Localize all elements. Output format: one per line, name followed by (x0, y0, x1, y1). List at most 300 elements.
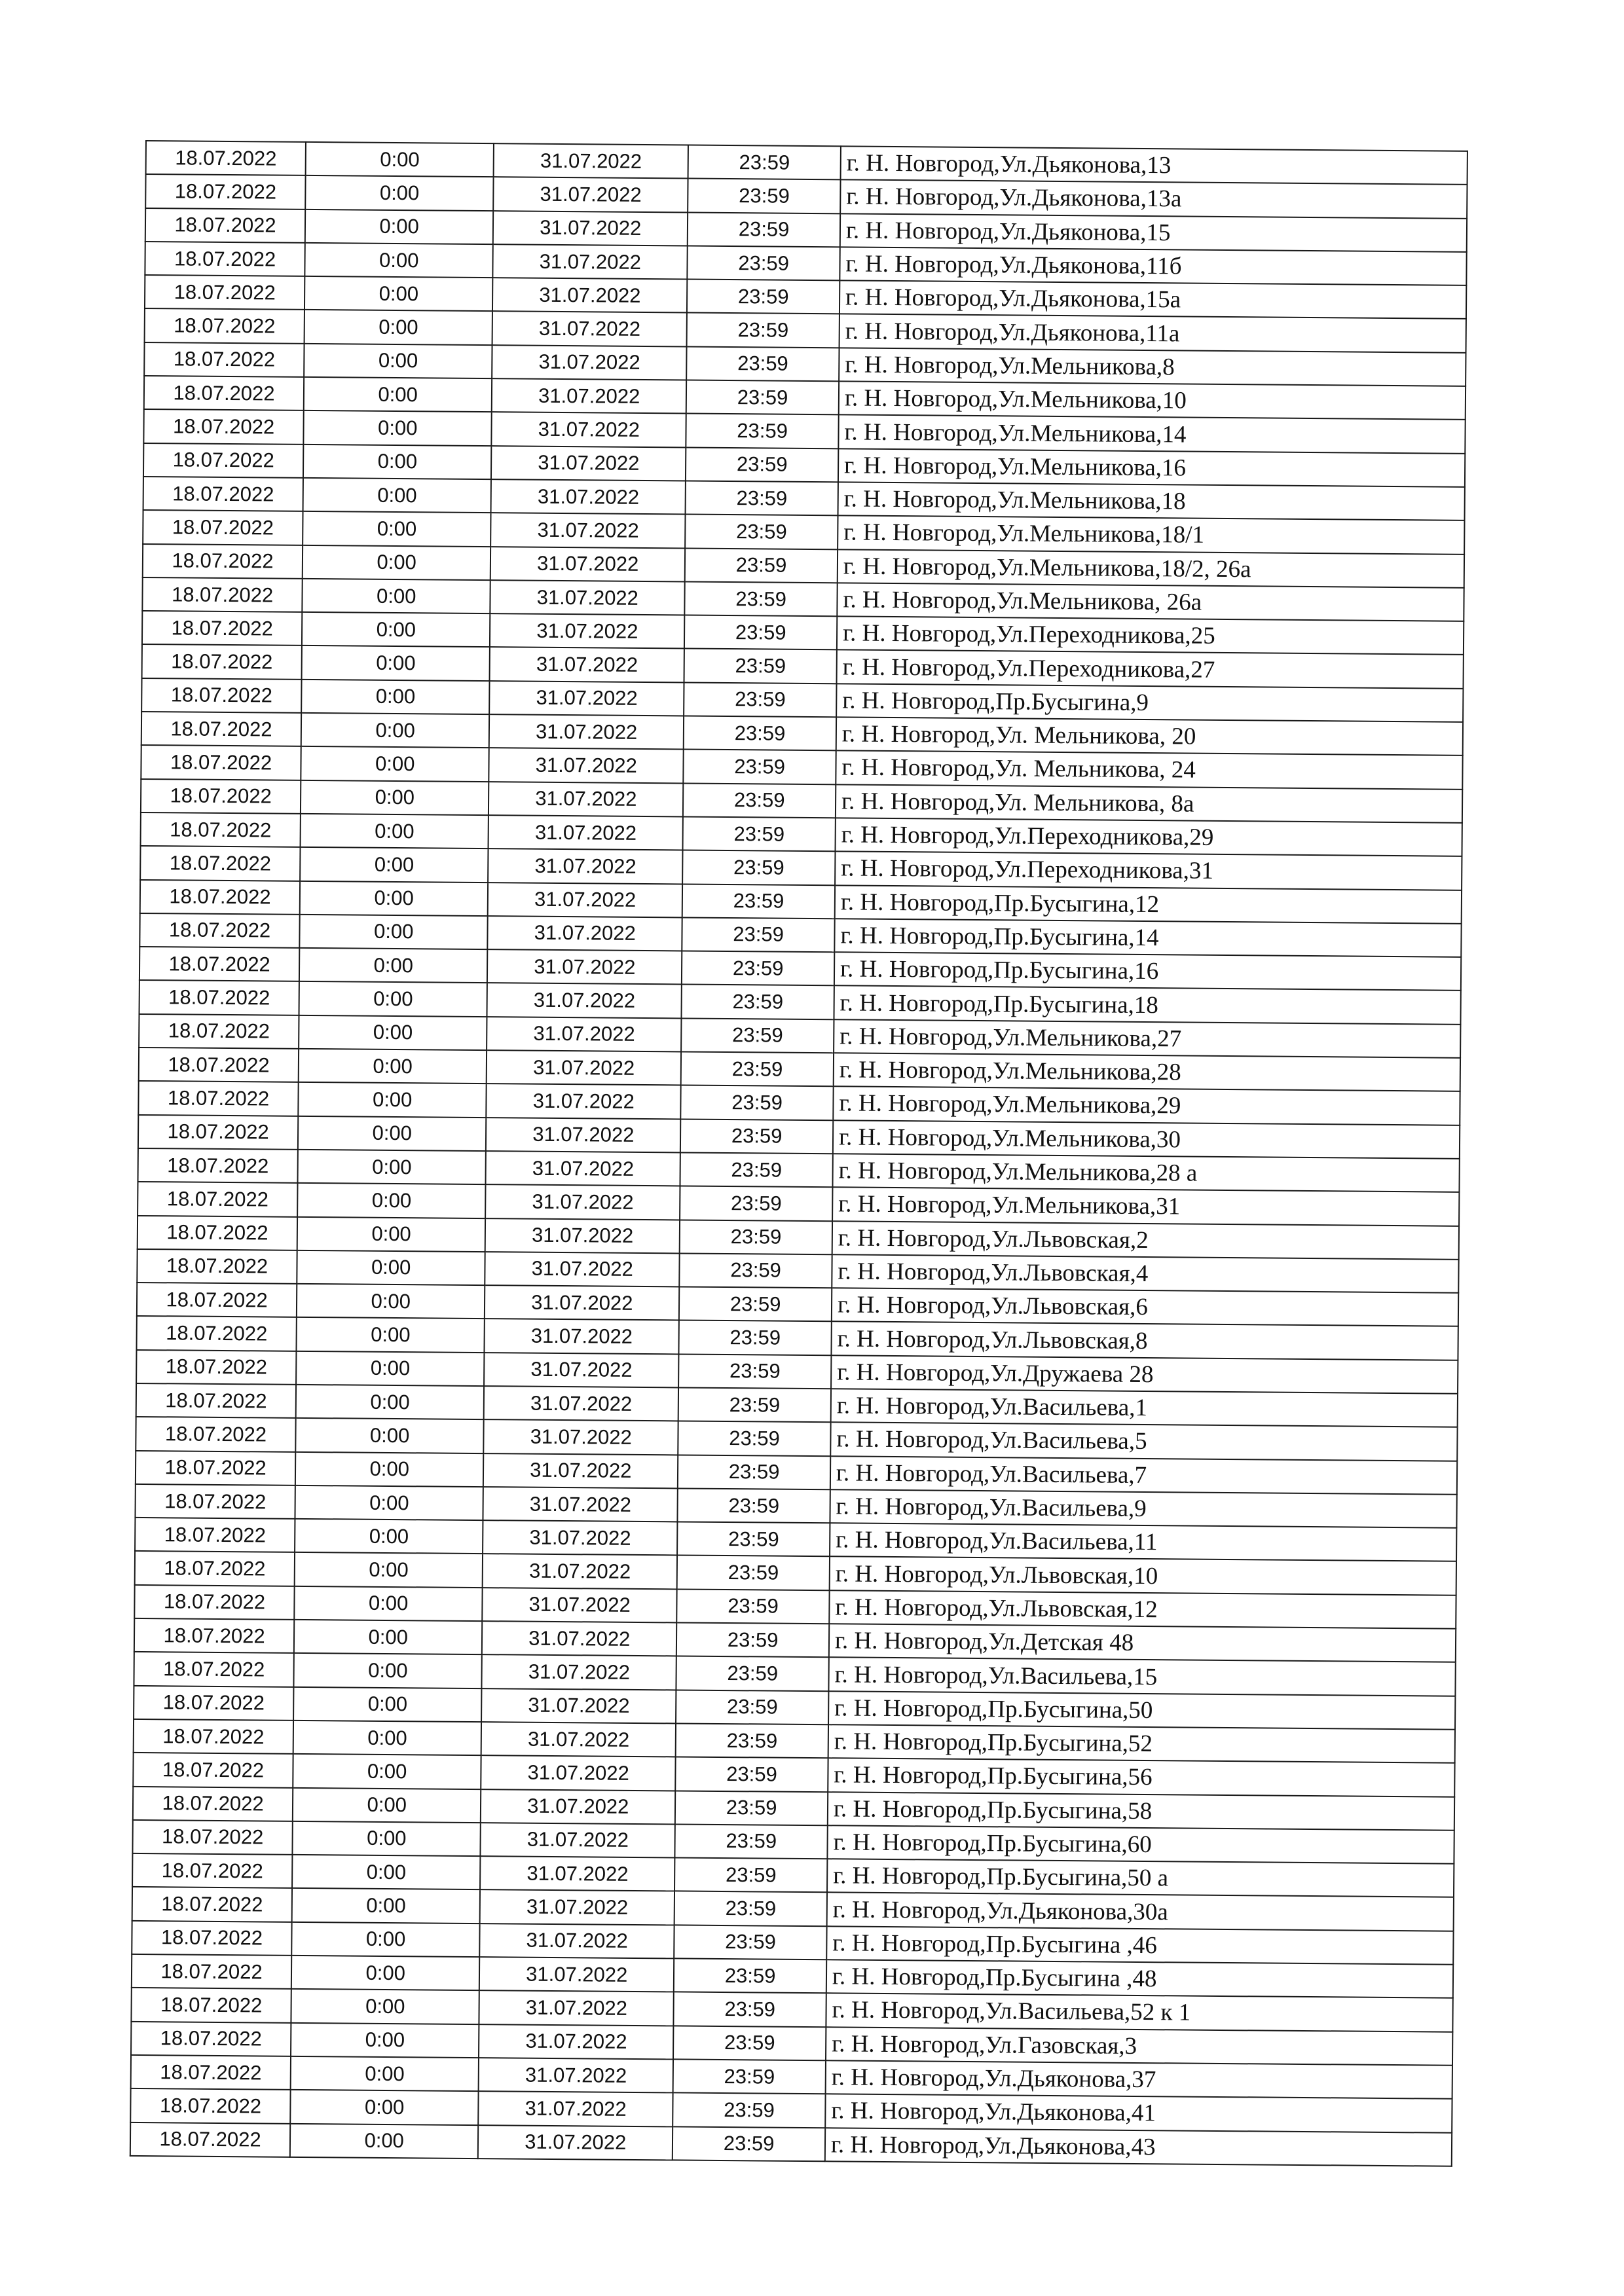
start-date-cell: 18.07.2022 (131, 2055, 291, 2090)
address-cell: г. Н. Новгород,Ул. Мельникова, 8а (836, 784, 1462, 823)
end-date-cell: 31.07.2022 (487, 949, 682, 985)
end-time-cell: 23:59 (684, 750, 836, 784)
address-cell: г. Н. Новгород,Ул.Газовская,3 (826, 2027, 1452, 2066)
address-cell: г. Н. Новгород,Ул.Мельникова,29 (833, 1087, 1460, 1125)
start-date-cell: 18.07.2022 (130, 2122, 291, 2157)
start-date-cell: 18.07.2022 (136, 1383, 297, 1418)
start-time-cell: 0:00 (290, 2123, 479, 2159)
start-time-cell: 0:00 (302, 579, 490, 614)
end-date-cell: 31.07.2022 (488, 883, 682, 918)
start-date-cell: 18.07.2022 (138, 1115, 299, 1150)
end-date-cell: 31.07.2022 (487, 1084, 681, 1119)
end-date-cell: 31.07.2022 (480, 1856, 674, 1891)
address-cell: г. Н. Новгород,Ул.Дьяконова,11б (840, 247, 1466, 285)
start-time-cell: 0:00 (298, 1082, 487, 1118)
address-cell: г. Н. Новгород,Пр.Бусыгина,58 (828, 1792, 1454, 1831)
address-cell: г. Н. Новгород,Ул.Васильева,5 (830, 1423, 1457, 1461)
start-time-cell: 0:00 (297, 1250, 485, 1286)
end-date-cell: 31.07.2022 (492, 412, 686, 448)
start-date-cell: 18.07.2022 (146, 141, 306, 175)
end-time-cell: 23:59 (680, 1119, 833, 1154)
start-date-cell: 18.07.2022 (133, 1786, 293, 1821)
end-time-cell: 23:59 (673, 2026, 826, 2060)
start-time-cell: 0:00 (295, 1552, 483, 1588)
address-cell: г. Н. Новгород,Ул.Дьяконова,13а (840, 180, 1467, 219)
start-time-cell: 0:00 (301, 780, 489, 816)
end-date-cell: 31.07.2022 (487, 1017, 681, 1052)
start-date-cell: 18.07.2022 (141, 812, 301, 847)
start-time-cell: 0:00 (292, 1888, 481, 1923)
address-cell: г. Н. Новгород,Ул.Переходникова,27 (836, 650, 1463, 689)
start-time-cell: 0:00 (291, 2022, 479, 2058)
address-cell: г. Н. Новгород,Ул.Переходникова,31 (835, 852, 1462, 890)
start-time-cell: 0:00 (290, 2090, 479, 2125)
end-time-cell: 23:59 (677, 1522, 830, 1557)
address-cell: г. Н. Новгород,Ул.Дьяконова,41 (825, 2094, 1452, 2132)
address-cell: г. Н. Новгород,Ул.Львовская,6 (832, 1288, 1458, 1326)
end-time-cell: 23:59 (681, 1051, 834, 1086)
start-time-cell: 0:00 (304, 276, 493, 312)
address-cell: г. Н. Новгород,Пр.Бусыгина,14 (834, 919, 1461, 957)
start-time-cell: 0:00 (294, 1586, 483, 1622)
end-time-cell: 23:59 (684, 615, 837, 650)
end-date-cell: 31.07.2022 (485, 1218, 680, 1254)
end-date-cell: 31.07.2022 (490, 613, 684, 649)
outage-schedule-table (130, 140, 1468, 2167)
end-time-cell: 23:59 (688, 145, 841, 180)
end-date-cell: 31.07.2022 (482, 1621, 676, 1656)
end-date-cell: 31.07.2022 (490, 647, 684, 683)
start-time-cell: 0:00 (302, 646, 490, 681)
start-time-cell: 0:00 (296, 1351, 485, 1387)
end-date-cell: 31.07.2022 (492, 278, 687, 313)
start-date-cell: 18.07.2022 (140, 846, 301, 881)
start-date-cell: 18.07.2022 (142, 577, 303, 612)
end-date-cell: 31.07.2022 (484, 1386, 678, 1421)
end-time-cell: 23:59 (678, 1387, 831, 1422)
address-cell: г. Н. Новгород,Ул.Васильева,15 (828, 1658, 1455, 1696)
address-cell: г. Н. Новгород,Ул.Дьяконова,37 (826, 2060, 1452, 2099)
start-time-cell: 0:00 (301, 814, 489, 849)
start-date-cell: 18.07.2022 (135, 1484, 295, 1519)
start-date-cell: 18.07.2022 (135, 1551, 295, 1586)
end-date-cell: 31.07.2022 (489, 782, 683, 817)
address-cell: г. Н. Новгород,Ул.Мельникова,28 а (832, 1154, 1459, 1192)
end-time-cell: 23:59 (681, 1085, 834, 1120)
end-date-cell: 31.07.2022 (493, 177, 688, 212)
start-date-cell: 18.07.2022 (136, 1451, 296, 1485)
end-time-cell: 23:59 (674, 1891, 827, 1926)
start-time-cell: 0:00 (293, 1787, 481, 1823)
end-date-cell: 31.07.2022 (487, 1050, 681, 1085)
address-cell: г. Н. Новгород,Ул.Дьяконова,15а (840, 281, 1466, 319)
start-time-cell: 0:00 (303, 445, 492, 480)
start-time-cell: 0:00 (292, 1855, 481, 1890)
end-time-cell: 23:59 (674, 1925, 826, 1959)
end-date-cell: 31.07.2022 (483, 1520, 677, 1556)
start-date-cell: 18.07.2022 (145, 174, 306, 209)
address-cell: г. Н. Новгород,Ул.Львовская,12 (829, 1590, 1456, 1629)
end-date-cell: 31.07.2022 (489, 748, 684, 783)
start-time-cell: 0:00 (302, 612, 490, 647)
start-time-cell: 0:00 (291, 1989, 480, 2024)
start-date-cell: 18.07.2022 (132, 1820, 293, 1855)
address-cell: г. Н. Новгород,Ул.Мельникова,31 (832, 1187, 1459, 1226)
start-date-cell: 18.07.2022 (138, 1081, 299, 1116)
end-time-cell: 23:59 (676, 1723, 828, 1758)
address-cell: г. Н. Новгород,Ул.Мельникова, 26а (837, 583, 1464, 621)
start-time-cell: 0:00 (295, 1519, 483, 1554)
start-date-cell: 18.07.2022 (138, 1182, 298, 1216)
address-cell: г. Н. Новгород,Ул.Мельникова,16 (838, 448, 1465, 487)
start-date-cell: 18.07.2022 (142, 644, 303, 679)
start-date-cell: 18.07.2022 (132, 1954, 292, 1989)
start-date-cell: 18.07.2022 (141, 678, 302, 713)
start-time-cell: 0:00 (299, 981, 488, 1017)
address-cell: г. Н. Новгород,Ул.Переходникова,29 (835, 818, 1462, 856)
start-date-cell: 18.07.2022 (136, 1316, 297, 1351)
end-date-cell: 31.07.2022 (485, 1252, 680, 1287)
start-time-cell: 0:00 (303, 545, 491, 580)
end-date-cell: 31.07.2022 (488, 848, 682, 884)
start-time-cell: 0:00 (294, 1653, 483, 1688)
start-date-cell: 18.07.2022 (139, 980, 300, 1015)
address-cell: г. Н. Новгород,Пр.Бусыгина,60 (827, 1825, 1454, 1864)
end-date-cell: 31.07.2022 (478, 2125, 673, 2160)
end-time-cell: 23:59 (673, 2093, 825, 2128)
start-time-cell: 0:00 (296, 1385, 485, 1420)
address-cell: г. Н. Новгород,Ул.Львовская,8 (831, 1322, 1458, 1360)
address-cell: г. Н. Новгород,Пр.Бусыгина,50 а (827, 1859, 1454, 1897)
end-time-cell: 23:59 (687, 280, 840, 314)
address-cell: г. Н. Новгород,Ул.Дьяконова,11а (840, 314, 1466, 353)
start-date-cell: 18.07.2022 (139, 1014, 299, 1049)
start-time-cell: 0:00 (300, 847, 489, 883)
end-time-cell: 23:59 (688, 179, 840, 213)
end-date-cell: 31.07.2022 (485, 1319, 679, 1355)
end-date-cell: 31.07.2022 (491, 446, 686, 481)
start-time-cell: 0:00 (291, 1956, 480, 1991)
end-date-cell: 31.07.2022 (479, 2058, 673, 2093)
start-date-cell: 18.07.2022 (141, 745, 301, 780)
end-time-cell: 23:59 (678, 1354, 831, 1389)
start-date-cell: 18.07.2022 (139, 947, 300, 981)
start-time-cell: 0:00 (293, 1821, 481, 1857)
end-time-cell: 23:59 (675, 1824, 828, 1859)
end-time-cell: 23:59 (685, 515, 838, 549)
end-time-cell: 23:59 (680, 1253, 832, 1288)
end-time-cell: 23:59 (677, 1556, 830, 1590)
end-date-cell: 31.07.2022 (479, 1990, 674, 2026)
start-time-cell: 0:00 (299, 1015, 487, 1051)
end-date-cell: 31.07.2022 (493, 244, 688, 280)
start-date-cell: 18.07.2022 (136, 1417, 296, 1451)
end-date-cell: 31.07.2022 (481, 1755, 676, 1791)
address-cell: г. Н. Новгород,Ул.Мельникова,10 (839, 381, 1466, 420)
end-time-cell: 23:59 (674, 1992, 826, 2027)
start-date-cell: 18.07.2022 (136, 1350, 297, 1385)
end-time-cell: 23:59 (680, 1186, 832, 1221)
end-date-cell: 31.07.2022 (486, 1151, 680, 1186)
start-time-cell: 0:00 (301, 680, 490, 715)
start-date-cell: 18.07.2022 (137, 1283, 297, 1317)
address-cell: г. Н. Новгород,Ул.Львовская,2 (832, 1221, 1459, 1260)
address-cell: г. Н. Новгород,Ул.Мельникова,14 (838, 415, 1465, 454)
end-time-cell: 23:59 (685, 581, 838, 616)
address-cell: г. Н. Новгород,Ул.Дьяконова,30а (827, 1893, 1454, 1931)
start-date-cell: 18.07.2022 (140, 880, 301, 915)
address-cell: г. Н. Новгород,Пр.Бусыгина,56 (828, 1758, 1454, 1797)
end-time-cell: 23:59 (676, 1690, 828, 1724)
start-date-cell: 18.07.2022 (138, 1148, 299, 1183)
address-cell: г. Н. Новгород,Пр.Бусыгина,50 (828, 1691, 1455, 1730)
start-date-cell: 18.07.2022 (143, 409, 304, 444)
end-time-cell: 23:59 (682, 850, 835, 885)
address-cell: г. Н. Новгород,Ул.Мельникова,18/1 (838, 516, 1464, 555)
end-time-cell: 23:59 (684, 649, 837, 683)
end-time-cell: 23:59 (678, 1488, 830, 1523)
end-date-cell: 31.07.2022 (483, 1453, 678, 1489)
end-time-cell: 23:59 (673, 2126, 825, 2161)
start-time-cell: 0:00 (304, 243, 493, 278)
address-cell: г. Н. Новгород,Пр.Бусыгина ,46 (826, 1926, 1453, 1965)
end-time-cell: 23:59 (686, 481, 838, 515)
address-cell: г. Н. Новгород,Ул.Васильева,52 к 1 (826, 1994, 1452, 2032)
start-date-cell: 18.07.2022 (132, 1887, 293, 1922)
end-date-cell: 31.07.2022 (486, 1118, 680, 1153)
end-time-cell: 23:59 (686, 380, 839, 415)
end-date-cell: 31.07.2022 (483, 1588, 677, 1623)
end-date-cell: 31.07.2022 (489, 815, 683, 850)
end-date-cell: 31.07.2022 (479, 2024, 673, 2060)
address-cell: г. Н. Новгород,Ул.Дьяконова,43 (825, 2128, 1452, 2166)
address-cell: г. Н. Новгород,Ул.Дьяконова,15 (840, 213, 1467, 252)
end-time-cell: 23:59 (682, 985, 834, 1019)
end-date-cell: 31.07.2022 (490, 580, 685, 615)
end-date-cell: 31.07.2022 (493, 211, 688, 246)
start-time-cell: 0:00 (304, 310, 493, 345)
start-time-cell: 0:00 (295, 1418, 484, 1453)
address-cell: г. Н. Новгород,Ул.Львовская,10 (830, 1557, 1456, 1595)
start-date-cell: 18.07.2022 (143, 544, 303, 579)
start-date-cell: 18.07.2022 (139, 913, 300, 948)
start-date-cell: 18.07.2022 (143, 443, 304, 478)
address-cell: г. Н. Новгород,Ул.Дьяконова,13 (841, 146, 1467, 185)
address-cell: г. Н. Новгород,Пр.Бусыгина,52 (828, 1724, 1455, 1763)
end-time-cell: 23:59 (688, 246, 840, 280)
address-cell: г. Н. Новгород,Пр.Бусыгина,16 (834, 952, 1461, 991)
address-cell: г. Н. Новгород,Ул.Васильева,1 (831, 1389, 1458, 1427)
start-date-cell: 18.07.2022 (145, 242, 305, 276)
end-date-cell: 31.07.2022 (485, 1184, 680, 1220)
end-time-cell: 23:59 (680, 1220, 832, 1254)
end-time-cell: 23:59 (682, 884, 835, 919)
start-date-cell: 18.07.2022 (134, 1585, 295, 1620)
start-date-cell: 18.07.2022 (143, 510, 303, 545)
start-time-cell: 0:00 (299, 948, 488, 983)
start-time-cell: 0:00 (299, 1049, 487, 1084)
end-date-cell: 31.07.2022 (492, 378, 686, 414)
start-time-cell: 0:00 (301, 746, 489, 782)
start-time-cell: 0:00 (304, 377, 492, 412)
end-time-cell: 23:59 (676, 1656, 829, 1691)
end-date-cell: 31.07.2022 (482, 1654, 676, 1690)
end-date-cell: 31.07.2022 (481, 1823, 675, 1858)
start-time-cell: 0:00 (304, 344, 492, 379)
end-time-cell: 23:59 (687, 313, 840, 348)
address-cell: г. Н. Новгород,Ул.Мельникова,30 (833, 1120, 1460, 1159)
start-time-cell: 0:00 (297, 1183, 486, 1218)
end-date-cell: 31.07.2022 (478, 2091, 673, 2126)
address-cell: г. Н. Новгород,Ул.Мельникова,18/2, 26а (838, 549, 1464, 588)
start-time-cell: 0:00 (301, 713, 490, 748)
start-time-cell: 0:00 (305, 210, 494, 245)
end-date-cell: 31.07.2022 (487, 983, 682, 1019)
start-time-cell: 0:00 (293, 1721, 482, 1756)
address-cell: г. Н. Новгород,Ул. Мельникова, 24 (836, 751, 1462, 790)
address-cell: г. Н. Новгород,Ул.Васильева,7 (830, 1456, 1457, 1495)
address-cell: г. Н. Новгород,Ул.Мельникова,18 (838, 482, 1464, 520)
end-time-cell: 23:59 (675, 1757, 828, 1792)
end-time-cell: 23:59 (686, 447, 838, 482)
start-time-cell: 0:00 (298, 1116, 487, 1151)
address-cell: г. Н. Новгород,Пр.Бусыгина,12 (835, 885, 1462, 924)
start-time-cell: 0:00 (294, 1620, 483, 1655)
address-cell: г. Н. Новгород,Ул.Мельникова,27 (834, 1019, 1460, 1058)
address-cell: г. Н. Новгород,Ул.Переходникова,25 (837, 616, 1464, 655)
start-date-cell: 18.07.2022 (134, 1686, 294, 1721)
address-cell: г. Н. Новгород,Ул.Львовская,4 (832, 1254, 1458, 1293)
end-date-cell: 31.07.2022 (481, 1722, 676, 1757)
start-date-cell: 18.07.2022 (144, 376, 304, 410)
start-date-cell: 18.07.2022 (144, 342, 304, 377)
start-date-cell: 18.07.2022 (143, 477, 304, 511)
end-date-cell: 31.07.2022 (479, 1957, 674, 1992)
start-time-cell: 0:00 (299, 915, 488, 950)
address-cell: г. Н. Новгород,Ул.Дружаева 28 (831, 1355, 1458, 1394)
end-date-cell: 31.07.2022 (489, 681, 684, 716)
end-time-cell: 23:59 (684, 716, 836, 751)
end-time-cell: 23:59 (674, 1958, 826, 1993)
start-date-cell: 18.07.2022 (132, 1921, 292, 1956)
end-time-cell: 23:59 (686, 414, 839, 448)
table-body (130, 141, 1467, 2166)
end-time-cell: 23:59 (674, 1858, 827, 1893)
end-date-cell: 31.07.2022 (494, 143, 688, 179)
address-cell: г. Н. Новгород,Ул.Детская 48 (829, 1624, 1456, 1662)
start-time-cell: 0:00 (291, 1922, 480, 1958)
end-time-cell: 23:59 (688, 212, 840, 247)
end-date-cell: 31.07.2022 (480, 1890, 674, 1925)
start-time-cell: 0:00 (297, 1317, 485, 1353)
end-date-cell: 31.07.2022 (481, 1789, 675, 1825)
start-date-cell: 18.07.2022 (138, 1215, 298, 1250)
end-time-cell: 23:59 (675, 1791, 828, 1825)
end-date-cell: 31.07.2022 (489, 714, 684, 750)
start-time-cell: 0:00 (303, 478, 492, 513)
end-date-cell: 31.07.2022 (485, 1285, 679, 1321)
start-date-cell: 18.07.2022 (139, 1048, 299, 1082)
end-time-cell: 23:59 (682, 917, 835, 952)
start-time-cell: 0:00 (305, 175, 494, 211)
start-time-cell: 0:00 (291, 2056, 479, 2092)
end-time-cell: 23:59 (679, 1287, 832, 1322)
address-cell: г. Н. Новгород,Пр.Бусыгина,18 (834, 986, 1460, 1025)
end-date-cell: 31.07.2022 (484, 1353, 678, 1388)
start-date-cell: 18.07.2022 (145, 208, 306, 243)
address-cell: г. Н. Новгород,Ул.Мельникова,8 (839, 348, 1466, 386)
start-date-cell: 18.07.2022 (131, 1988, 291, 2022)
start-time-cell: 0:00 (306, 142, 494, 177)
end-time-cell: 23:59 (676, 1623, 829, 1658)
start-date-cell: 18.07.2022 (141, 779, 301, 814)
start-date-cell: 18.07.2022 (130, 2088, 291, 2123)
address-cell: г. Н. Новгород,Ул.Васильева,11 (830, 1523, 1456, 1561)
end-date-cell: 31.07.2022 (488, 916, 682, 951)
end-time-cell: 23:59 (680, 1152, 833, 1187)
start-date-cell: 18.07.2022 (135, 1518, 295, 1552)
start-time-cell: 0:00 (303, 410, 492, 446)
start-date-cell: 18.07.2022 (142, 611, 303, 646)
end-date-cell: 31.07.2022 (490, 547, 685, 582)
start-time-cell: 0:00 (303, 511, 491, 547)
start-time-cell: 0:00 (293, 1687, 482, 1722)
end-date-cell: 31.07.2022 (481, 1688, 676, 1724)
start-date-cell: 18.07.2022 (133, 1753, 293, 1787)
start-time-cell: 0:00 (295, 1485, 484, 1521)
start-date-cell: 18.07.2022 (145, 308, 305, 343)
address-cell: г. Н. Новгород,Пр.Бусыгина ,48 (826, 1959, 1453, 1998)
address-cell: г. Н. Новгород,Ул.Мельникова,28 (834, 1053, 1460, 1091)
end-date-cell: 31.07.2022 (483, 1487, 678, 1522)
end-date-cell: 31.07.2022 (491, 479, 686, 515)
end-time-cell: 23:59 (685, 548, 838, 583)
end-time-cell: 23:59 (677, 1589, 830, 1624)
end-date-cell: 31.07.2022 (483, 1554, 677, 1590)
end-time-cell: 23:59 (679, 1321, 832, 1355)
end-time-cell: 23:59 (673, 2059, 826, 2094)
start-date-cell: 18.07.2022 (134, 1618, 295, 1653)
end-time-cell: 23:59 (683, 816, 836, 851)
start-date-cell: 18.07.2022 (132, 1853, 293, 1888)
address-cell: г. Н. Новгород,Ул. Мельникова, 20 (836, 717, 1463, 756)
start-date-cell: 18.07.2022 (131, 2022, 291, 2056)
end-time-cell: 23:59 (682, 951, 834, 986)
end-date-cell: 31.07.2022 (492, 312, 687, 347)
address-cell: г. Н. Новгород,Пр.Бусыгина,9 (836, 683, 1463, 722)
start-date-cell: 18.07.2022 (145, 275, 305, 310)
start-date-cell: 18.07.2022 (137, 1249, 297, 1284)
end-time-cell: 23:59 (678, 1455, 830, 1489)
start-date-cell: 18.07.2022 (141, 712, 302, 746)
end-date-cell: 31.07.2022 (490, 513, 685, 548)
start-time-cell: 0:00 (297, 1284, 485, 1319)
end-time-cell: 23:59 (683, 783, 836, 818)
end-time-cell: 23:59 (686, 346, 839, 381)
end-time-cell: 23:59 (678, 1421, 831, 1456)
start-date-cell: 18.07.2022 (134, 1652, 294, 1686)
end-time-cell: 23:59 (681, 1018, 834, 1053)
end-date-cell: 31.07.2022 (480, 1923, 674, 1959)
start-time-cell: 0:00 (298, 1150, 487, 1185)
start-time-cell: 0:00 (293, 1754, 481, 1789)
start-time-cell: 0:00 (300, 881, 489, 916)
start-time-cell: 0:00 (297, 1216, 486, 1252)
start-date-cell: 18.07.2022 (134, 1719, 294, 1754)
end-date-cell: 31.07.2022 (484, 1419, 678, 1455)
end-time-cell: 23:59 (684, 682, 836, 717)
address-cell: г. Н. Новгород,Ул.Васильева,9 (830, 1489, 1456, 1528)
